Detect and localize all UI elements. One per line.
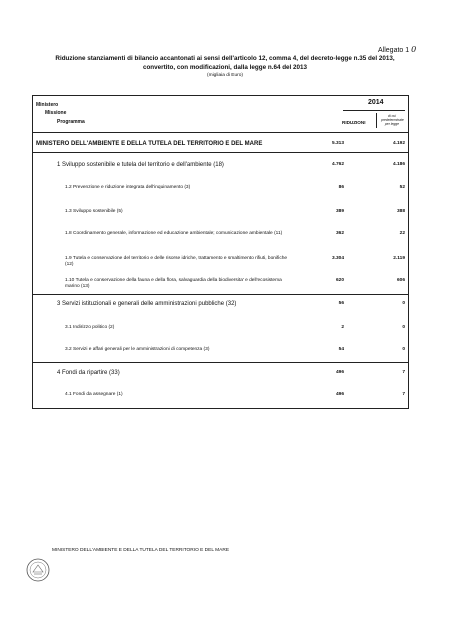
row-predeterminate: 4.186 xyxy=(392,162,405,167)
row-predeterminate: 7 xyxy=(402,370,405,375)
row-riduzioni: 56 xyxy=(338,301,344,306)
row-riduzioni: 389 xyxy=(335,209,344,214)
row-predeterminate: 22 xyxy=(399,231,405,236)
row-predeterminate: 4.192 xyxy=(392,141,405,146)
row-riduzioni: 620 xyxy=(335,278,344,283)
row-riduzioni: 496 xyxy=(335,392,344,397)
row-label: MINISTERO DELL'AMBIENTE E DELLA TUTELA DEL TERRITORIO E DEL MARE xyxy=(36,141,263,147)
header-programma: Programma xyxy=(57,119,85,125)
header-divider xyxy=(33,132,408,133)
row-riduzioni: 86 xyxy=(338,185,344,190)
attachment-text: Allegato 1 xyxy=(378,47,410,54)
row-label: 1.3 Sviluppo sostenibile (5) xyxy=(65,209,123,214)
header-missione: Missione xyxy=(45,110,67,116)
row-label: 1.10 Tutela e conservazione della fauna e della flora, salvaguardia della biodiversita' e dell'ecosistema marino (13) xyxy=(65,278,282,289)
title-line-1: Riduzione stanziamenti di bilancio accantonati ai sensi dell'articolo 12, comma 4, del decreto-legge n.35 del 2013, xyxy=(55,55,395,62)
document-title xyxy=(0,55,450,79)
row-predeterminate: 2.119 xyxy=(393,256,405,261)
row-predeterminate: 388 xyxy=(396,209,405,214)
row-riduzioni: 496 xyxy=(335,370,344,375)
row-label: 3 Servizi istituzionali e generali delle amministrazioni pubbliche (32) xyxy=(57,301,237,307)
attachment-label xyxy=(378,45,416,54)
row-label: 4 Fondi da ripartire (33) xyxy=(57,370,120,376)
header-separator xyxy=(376,113,377,128)
row-predeterminate: 52 xyxy=(399,185,405,190)
row-riduzioni: 5.313 xyxy=(331,141,344,146)
row-label: 3.1 Indirizzo politico (2) xyxy=(65,325,115,330)
row-predeterminate: 7 xyxy=(402,392,405,397)
row-label: 1.8 Coordinamento generale, informazione ed educazione ambientale; comunicazione ambientale (11) xyxy=(65,231,283,236)
reductions-table xyxy=(32,95,409,409)
header-note-line-1: di cui xyxy=(388,114,396,118)
row-label: 4.1 Fondi da assegnare (1) xyxy=(65,392,123,397)
title-subtitle: (migliaia di Euro) xyxy=(207,73,243,79)
row-riduzioni: 362 xyxy=(335,231,344,236)
ministry-divider xyxy=(33,152,408,153)
header-note-line-3: per legge xyxy=(384,122,400,126)
row-label: 1 Sviluppo sostenibile e tutela del territorio e dell'ambiente (18) xyxy=(57,162,224,168)
header-riduzioni: RIDUZIONI xyxy=(342,120,366,125)
row-riduzioni: 4.762 xyxy=(331,162,344,167)
row-predeterminate: 0 xyxy=(402,325,405,330)
header-predeterminate xyxy=(381,114,403,126)
row-riduzioni: 2 xyxy=(341,325,344,330)
row-riduzioni: 3.304 xyxy=(331,256,344,261)
row-label: 1.9 Tutela e conservazione del territorio e delle risorse idriche, trattamento e smaltimento rifiuti, bonifiche (12) xyxy=(65,256,288,267)
row-riduzioni: 54 xyxy=(338,347,344,352)
row-label: 1.2 Prevenzione e riduzione integrata dell'inquinamento (3) xyxy=(65,185,191,190)
header-ministero: Ministero xyxy=(36,102,59,108)
attachment-number: 0 xyxy=(411,45,417,54)
title-line-2: convertito, con modificazioni, dalla legge n.64 del 2013 xyxy=(142,63,308,71)
footer-ministry-name: MINISTERO DELL'AMBIENTE E DELLA TUTELA DEL TERRITORIO E DEL MARE xyxy=(52,548,230,553)
header-year: 2014 xyxy=(368,99,384,106)
ministry-seal-icon xyxy=(26,558,50,582)
row-predeterminate: 606 xyxy=(396,278,405,283)
header-note-line-2: predeterminate xyxy=(381,118,404,122)
row-predeterminate: 0 xyxy=(402,347,405,352)
header-year-rule xyxy=(343,110,405,111)
row-predeterminate: 0 xyxy=(402,301,405,306)
row-label: 3.2 Servizi e affari generali per le amministrazioni di competenza (3) xyxy=(65,347,210,352)
mission-divider xyxy=(33,362,408,363)
mission-divider xyxy=(33,294,408,295)
